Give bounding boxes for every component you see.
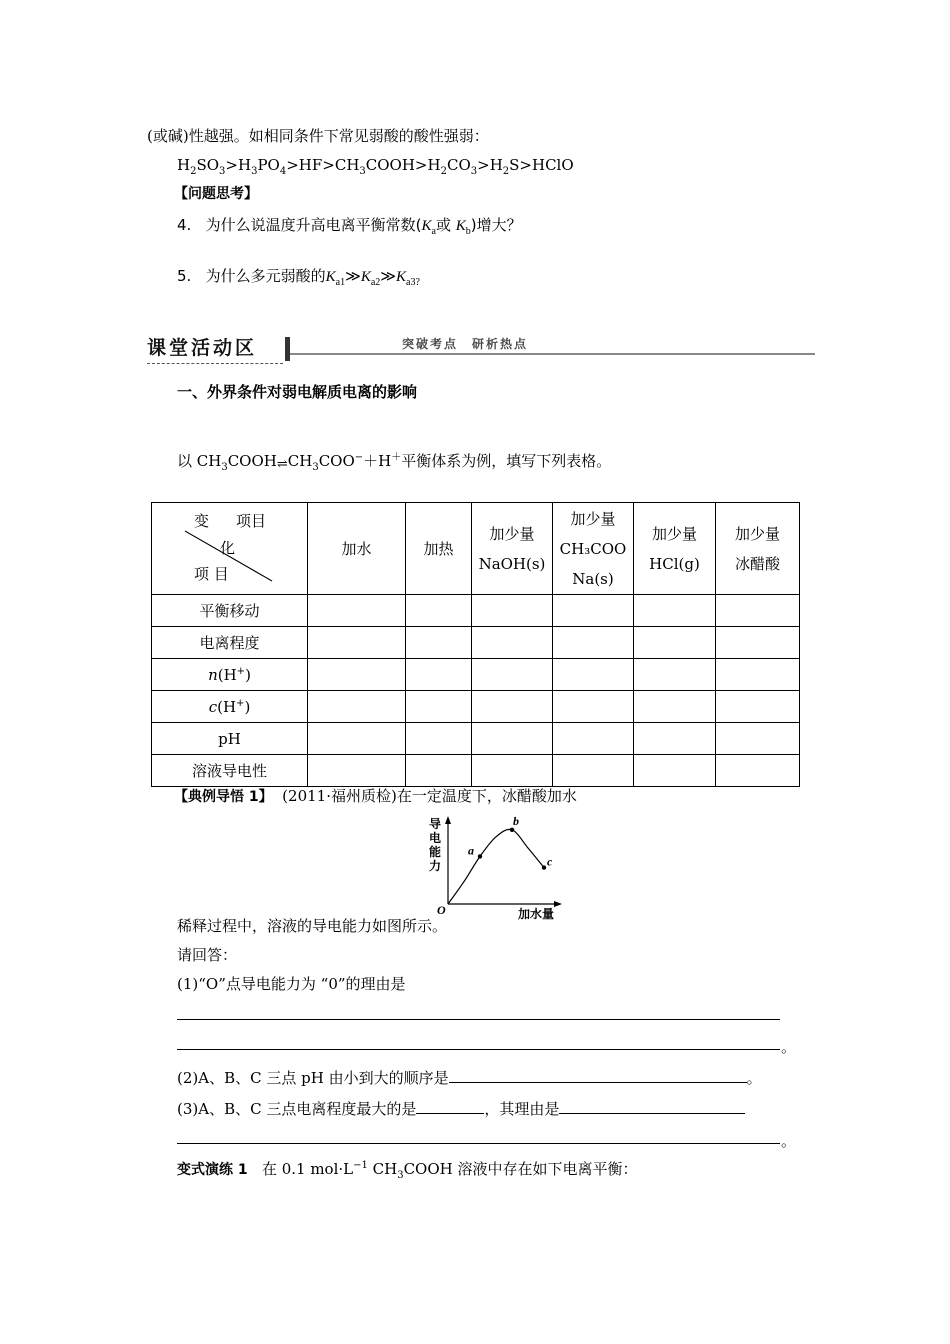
formula-text: >H (477, 156, 503, 174)
col-header-glacial-acetic: 加少量 冰醋酸 (716, 503, 800, 595)
col-header-heat: 加热 (406, 503, 472, 595)
example-q1: (1)“O”点导电能力为 “0”的理由是 (177, 975, 406, 993)
table-cell[interactable] (308, 595, 406, 627)
col-header-ch3coona: 加少量 CH₃COO Na(s) (553, 503, 634, 595)
y-axis-label (429, 816, 441, 873)
table-cell[interactable] (472, 691, 553, 723)
point-b-label: b (513, 814, 519, 828)
table-cell[interactable] (472, 627, 553, 659)
question-5: 5. 为什么多元弱酸的$K_{a1}≫K_{a2}≫K_{a3?}$ (177, 267, 420, 288)
banner-subtitle: 突破考点 研析热点 (402, 337, 529, 351)
table-cell[interactable] (634, 595, 716, 627)
row-label-ph: pH (152, 723, 308, 755)
table-cell[interactable] (472, 595, 553, 627)
point-c-label: c (547, 854, 553, 869)
table-cell[interactable] (716, 691, 800, 723)
table-cell[interactable] (308, 659, 406, 691)
table-cell[interactable] (716, 595, 800, 627)
equilibrium-arrow: ⇌ (276, 457, 288, 472)
y-axis-label-char: 力 (429, 859, 442, 873)
table-cell[interactable] (406, 627, 472, 659)
y-axis-arrow (445, 816, 451, 824)
table-cell[interactable] (308, 627, 406, 659)
example-label: 【典例导悟 1】 (174, 789, 273, 805)
period-2: 。 (781, 1132, 797, 1150)
table-cell[interactable] (553, 627, 634, 659)
table-cell[interactable] (716, 755, 800, 787)
section-heading: 一、外界条件对弱电解质电离的影响 (177, 383, 418, 401)
table-header-row (152, 503, 800, 595)
variant-line: 变式演练 1 在 0.1 $mol\cdot L^{-1}$ $CH_3COOH$ 溶液中存在如下电离平衡： (177, 1160, 638, 1181)
effects-table (151, 502, 800, 787)
table-cell[interactable] (308, 755, 406, 787)
table-cell[interactable] (406, 723, 472, 755)
corner-bottom: 项 目 (194, 565, 229, 583)
formula-subscript: 3 (251, 166, 258, 177)
variant-label: 变式演练 1 (177, 1162, 248, 1178)
table-row (152, 659, 800, 691)
formula-text: >HF>CH (286, 156, 360, 174)
answer-line-1[interactable] (177, 1019, 780, 1020)
answer-blank-q3b[interactable] (559, 1097, 745, 1114)
y-axis-label-char: 能 (429, 845, 442, 859)
table-cell[interactable] (553, 691, 634, 723)
table-cell[interactable] (406, 659, 472, 691)
table-cell[interactable] (308, 723, 406, 755)
point-a (478, 854, 482, 858)
y-axis-label-char: 导 (429, 817, 442, 831)
table-cell[interactable] (472, 755, 553, 787)
table-cell[interactable] (634, 659, 716, 691)
intro-line-1: (或碱)性越强。如相同条件下常见弱酸的酸性强弱： (147, 127, 489, 145)
table-cell[interactable] (716, 627, 800, 659)
answer-blank-q3a[interactable] (416, 1097, 484, 1114)
period-1: 。 (781, 1038, 797, 1056)
formula-subscript: 2 (440, 166, 447, 177)
example-continued: 稀释过程中，溶液的导电能力如图所示。 (177, 917, 448, 935)
example-line: 【典例导悟 1】 (2011·福州质检)在一定温度下，冰醋酸加水 (174, 787, 577, 805)
corner-top-left: 变 (194, 512, 210, 530)
table-cell[interactable] (634, 627, 716, 659)
point-a-label: a (468, 843, 474, 858)
conductivity-chart (415, 814, 565, 922)
table-row (152, 755, 800, 787)
formula-text: COOH>H (365, 156, 441, 174)
formula-subscript: 3 (359, 166, 366, 177)
row-label-c-h: c(H+) (152, 691, 308, 723)
table-row (152, 723, 800, 755)
table-cell[interactable] (634, 691, 716, 723)
table-cell[interactable] (634, 723, 716, 755)
row-label-conductivity: 溶液导电性 (152, 755, 308, 787)
origin-label: O (437, 903, 446, 917)
formula-subscript: 3 (470, 166, 478, 177)
table-row (152, 627, 800, 659)
row-label-n-h: n(H+) (152, 659, 308, 691)
answer-line-2[interactable] (177, 1049, 780, 1050)
table-cell[interactable] (406, 691, 472, 723)
row-label-ionization-degree: 电离程度 (152, 627, 308, 659)
formula-subscript: 4 (279, 166, 287, 177)
table-cell[interactable] (406, 595, 472, 627)
table-cell[interactable] (716, 723, 800, 755)
conductivity-curve (448, 829, 544, 904)
banner-rule (290, 353, 815, 355)
formula-text: SO (196, 156, 220, 174)
table-cell[interactable] (553, 659, 634, 691)
formula-subscript: 2 (190, 166, 197, 177)
formula-text: PO (257, 156, 280, 174)
table-intro: 以 $CH_3COOH\rightleftharpoons CH_3COO^-+H^+$平衡体系为例，填写下列表格。 (177, 452, 612, 473)
acid-strength-order (177, 155, 574, 175)
formula-text: H (177, 156, 191, 174)
table-cell[interactable] (553, 723, 634, 755)
col-header-naoh: 加少量 NaOH(s) (472, 503, 553, 595)
x-axis-arrow (554, 901, 562, 907)
formula-text: S>HClO (509, 156, 574, 174)
point-b (510, 828, 514, 832)
answer-line-3[interactable] (177, 1143, 780, 1144)
question-4: 4. 为什么说温度升高电离平衡常数($K_a$或 $K_b$)增大？ (177, 216, 522, 237)
formula-subscript: 3 (219, 166, 226, 177)
table-row (152, 595, 800, 627)
question-section-label: 【问题思考】 (174, 186, 258, 202)
col-header-water: 加水 (308, 503, 406, 595)
row-label-equilibrium-shift: 平衡移动 (152, 595, 308, 627)
table-cell[interactable] (553, 755, 634, 787)
example-q3: (3)A、B、C 三点电离程度最大的是 ，其理由是 (177, 1097, 745, 1119)
point-c (542, 865, 546, 869)
table-cell[interactable] (406, 755, 472, 787)
table-cell[interactable] (308, 691, 406, 723)
example-q2: (2)A、B、C 三点 pH 由小到大的顺序是 。 (177, 1066, 762, 1088)
corner-top-right: 项目 (236, 512, 267, 530)
table-cell[interactable] (472, 723, 553, 755)
section-banner (147, 333, 815, 365)
table-cell[interactable] (716, 659, 800, 691)
formula-text: CO (446, 156, 471, 174)
corner-mid: 化 (220, 539, 236, 557)
banner-title: 课堂活动区 (147, 333, 283, 364)
col-header-hcl: 加少量 HCl(g) (634, 503, 716, 595)
formula-subscript: 2 (502, 166, 510, 177)
example-prompt: 请回答： (177, 946, 238, 964)
x-axis-label: 加水量 (518, 907, 555, 921)
answer-blank-q2[interactable] (449, 1066, 747, 1083)
y-axis-label-char: 电 (429, 831, 442, 845)
banner-bar (285, 337, 290, 361)
table-cell[interactable] (634, 755, 716, 787)
table-row (152, 691, 800, 723)
table-corner-cell (152, 503, 308, 595)
table-cell[interactable] (553, 595, 634, 627)
table-cell[interactable] (472, 659, 553, 691)
formula-text: >H (225, 156, 252, 174)
